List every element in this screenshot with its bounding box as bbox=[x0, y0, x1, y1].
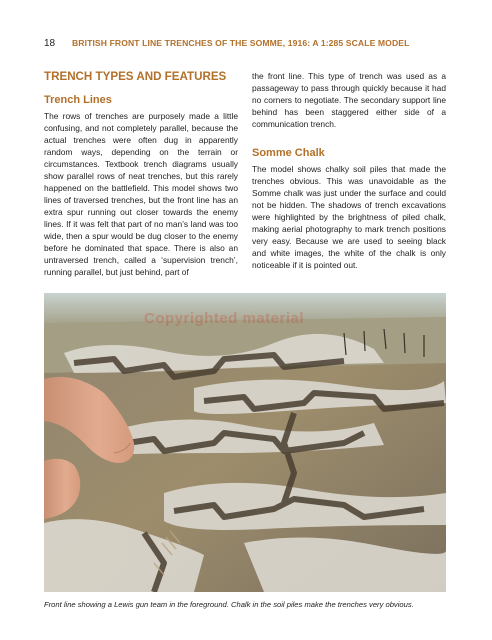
running-head: BRITISH FRONT LINE TRENCHES OF THE SOMME, 1916: A 1:285 SCALE MODEL bbox=[72, 38, 410, 48]
trench-model-photo bbox=[44, 293, 446, 592]
somme-chalk-paragraph: The model shows chalky soil piles that made the trenches obvious. This was unavoidable as the Somme chalk was just under the surface and could not be hidden. The shadows of trench excavations were highlighted by the brightness of piled chalk, making aerial photography to mark trench positions very easy. Because we are used to seeing black and white images, the white of the chalk is only noticeable if it is pointed out. bbox=[252, 164, 446, 270]
trench-lines-paragraph: The rows of trenches are purposely made a little confusing, and not completely parallel, because the actual trenches were often dug in apparently random ways, depending on the terrain or circumstances. Textbook trench diagrams usually show parallel rows of neat trenches, but this rarely happened on the battlefield. This model shows two lines of traversed trenches, but the front line has an extra spur running out closer towards the enemy lines. If it was felt that part of no man’s land was too wide, then a spur would be dug closer to the enemy before he dominated that space. There is also an untraversed trench, called a ‘supervision trench’, running parallel, but just behind, part of bbox=[44, 111, 238, 277]
watermark: Copyrighted material bbox=[144, 310, 305, 327]
section-title: TRENCH TYPES AND FEATURES bbox=[44, 70, 227, 83]
page-header bbox=[44, 38, 448, 52]
left-column bbox=[44, 70, 238, 278]
figure-caption: Front line showing a Lewis gun team in the foreground. Chalk in the soil piles make the trenches very obvious. bbox=[44, 600, 414, 609]
trench-lines-heading: Trench Lines bbox=[44, 94, 112, 106]
trench-model-illustration bbox=[44, 293, 446, 592]
page-number: 18 bbox=[44, 38, 56, 49]
right-column bbox=[252, 70, 446, 271]
trench-lines-paragraph-continued: the front line. This type of trench was used as a passageway to pass through quickly because it had no corners to negotiate. The secondary support line behind has been staggered either side of a communication trench. bbox=[252, 71, 446, 129]
somme-chalk-heading: Somme Chalk bbox=[252, 147, 325, 159]
